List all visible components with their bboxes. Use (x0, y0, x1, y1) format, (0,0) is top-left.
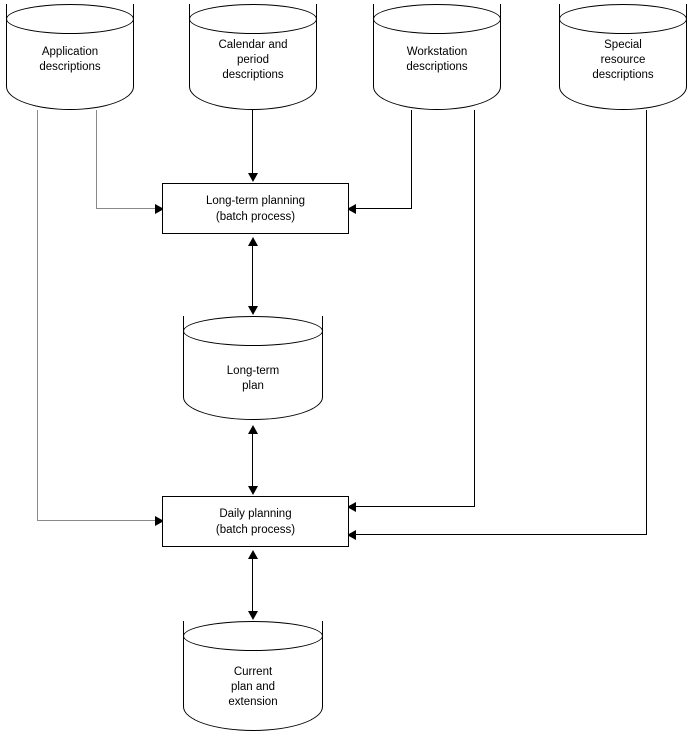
process-long-term-planning (162, 183, 349, 234)
label-line: plan (242, 380, 264, 392)
cylinder-top (183, 316, 323, 346)
cylinder-top (6, 4, 134, 34)
datastore-long-term-plan (183, 316, 323, 420)
flow-line (646, 110, 647, 535)
datastore-workstation-descriptions (373, 4, 501, 110)
process-label (206, 193, 305, 225)
datastore-label (559, 38, 687, 83)
datastore-label (189, 38, 317, 83)
label-line: Calendar and (218, 39, 288, 51)
datastore-application-descriptions (6, 4, 134, 110)
datastore-current-plan-and-extension (183, 621, 323, 731)
label-line: resource (600, 54, 646, 66)
arrowhead-up (248, 237, 258, 246)
flow-line (37, 520, 158, 521)
datastore-label (6, 45, 134, 75)
arrowhead-down (248, 173, 258, 182)
datastore-label (183, 364, 323, 394)
arrowhead-down (248, 306, 258, 315)
label-line: Application (41, 46, 99, 58)
datastore-special-resource-descriptions (559, 4, 687, 110)
label-line: plan and (230, 681, 276, 693)
arrowhead-up (248, 550, 258, 559)
label-line: Daily planning (219, 507, 292, 520)
label-line: (batch process) (215, 210, 296, 223)
cylinder-top (183, 621, 323, 651)
flow-line (252, 240, 253, 310)
flow-line (356, 534, 647, 535)
label-line: descriptions (592, 69, 654, 81)
datastore-calendar-and-period-descriptions (189, 4, 317, 110)
flow-line (252, 428, 253, 490)
process-daily-planning (162, 496, 349, 547)
datastore-label (373, 45, 501, 75)
flow-line (356, 506, 475, 507)
arrowhead-down (248, 611, 258, 620)
label-line: Long-term planning (205, 194, 306, 207)
label-line: descriptions (406, 61, 468, 73)
label-line: Special (604, 39, 642, 51)
label-line: Long-term (226, 365, 280, 377)
label-line: descriptions (39, 61, 101, 73)
label-line: Workstation (406, 46, 468, 58)
label-line: period (237, 54, 269, 66)
flow-line (474, 110, 475, 507)
datastore-label (183, 665, 323, 710)
cylinder-top (559, 4, 687, 34)
flow-line (37, 110, 38, 521)
label-line: Current (233, 666, 273, 678)
flow-line (252, 110, 253, 174)
label-line: descriptions (222, 69, 284, 81)
flow-line (96, 208, 158, 209)
arrowhead-down (248, 486, 258, 495)
arrowhead-up (248, 425, 258, 434)
cylinder-top (189, 4, 317, 34)
flow-line (252, 553, 253, 615)
flow-line (411, 110, 412, 209)
flow-line (96, 110, 97, 209)
flow-line (356, 208, 412, 209)
process-label (216, 506, 295, 538)
cylinder-top (373, 4, 501, 34)
label-line: extension (228, 696, 278, 708)
label-line: (batch process) (215, 523, 296, 536)
